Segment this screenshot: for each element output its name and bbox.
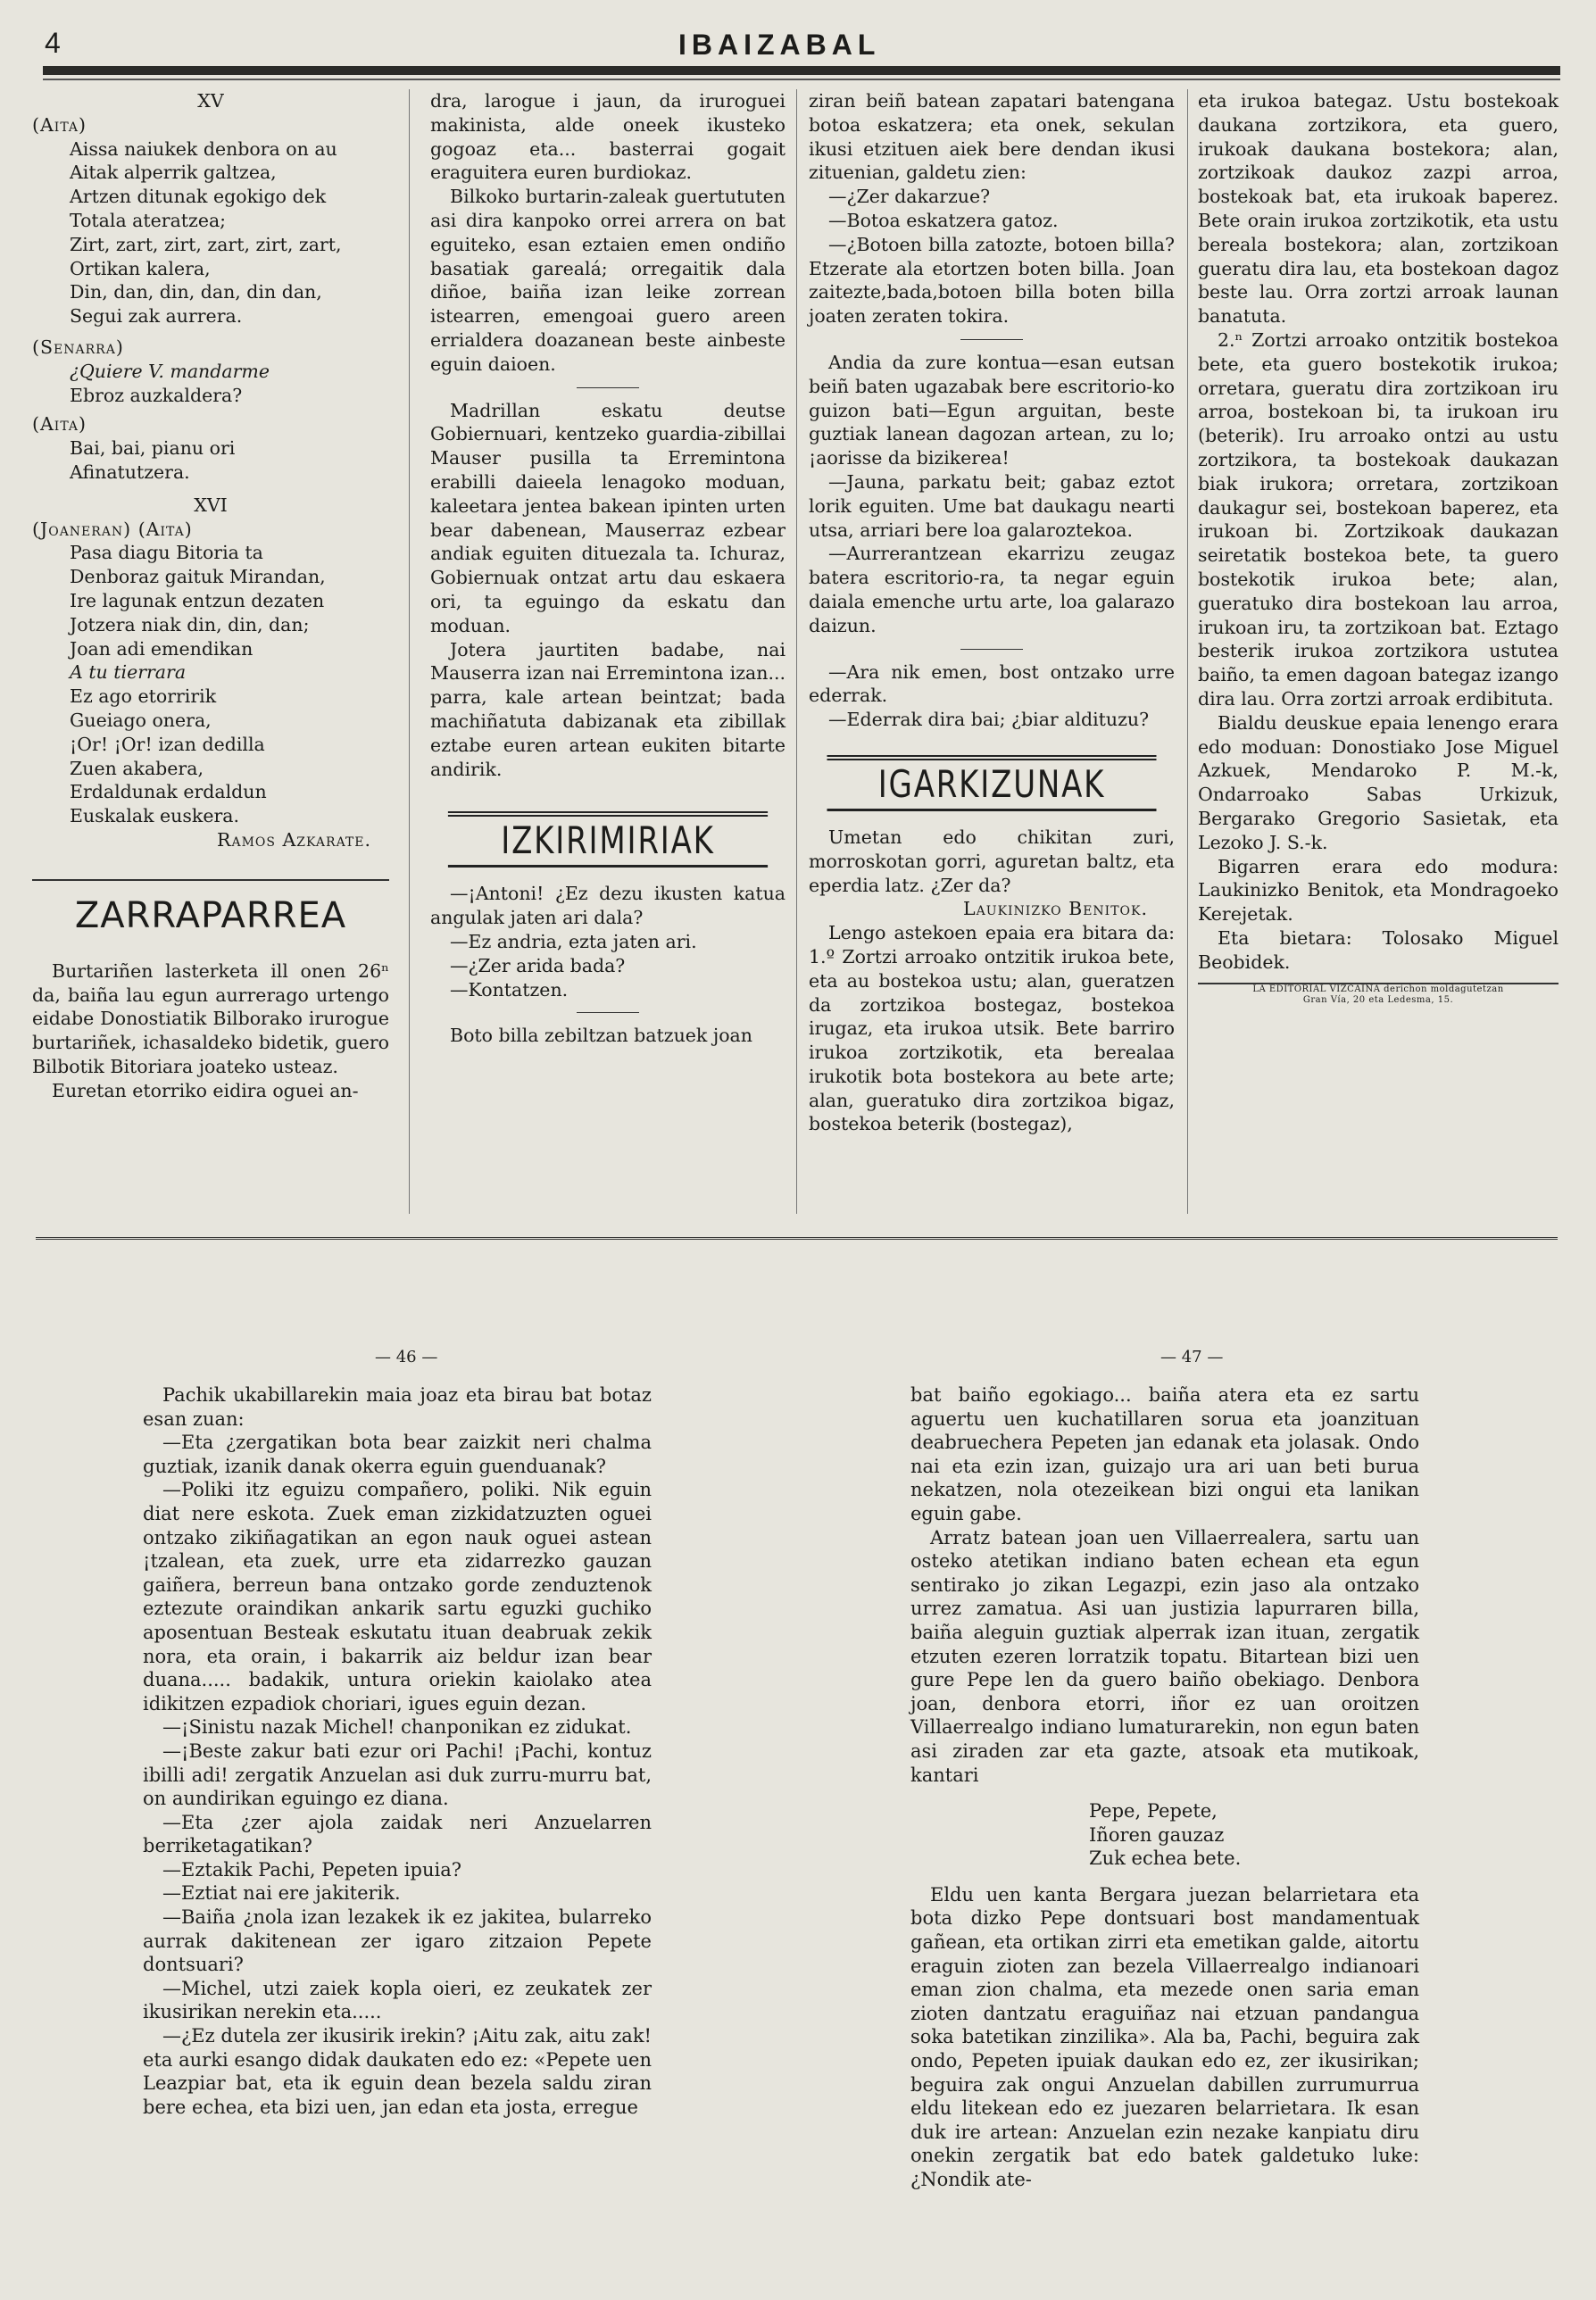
article-paragraph: Eta bietara: Tolosako Miguel Beobidek. bbox=[1198, 926, 1559, 973]
story-paragraph: —Poliki itz eguizu compañero, poliki. Nik eguin diat nere eskota. Zuek eman zizkidatzuzten oguei ontzako zikiñagatikan an egon nauk oguei astean ¡tzalean, eta zuek, urre eta zidarrezko gauzan gaiñera, berreun bana ontzako gorde zenduztenok eztezute oraindikan ankarik sartu eguzki guchiko aposentuan Besteak eskutatu ituan deabruak zekik nora, eta orain, i bakarrik aiz beldur izan bear duana..... badakik, untura oriekin kaiolako atea idikitzen ezpadiok choriari, igues eguin dezan. bbox=[143, 1479, 652, 1715]
article-paragraph: —Aurrerantzean ekarrizu zeugaz batera escritorio-ra, ta negar eguin daiala emenche urtu arte, loa galarazo daizun. bbox=[809, 543, 1175, 636]
column-divider bbox=[796, 89, 797, 1214]
verse-line: ¿Quiere V. mandarme bbox=[70, 360, 270, 382]
section-title-igarkizunak: IGARKIZUNAK bbox=[827, 755, 1157, 811]
story-paragraph: bat baiño egokiago... baiña atera eta ez sartu aguertu uen kuchatillaren sorua eta joanzituan deabruechera Pepeten jan edanak eta jolasak. Ondo nai eta ezin izan, guizajo ura ari uan beti burua nekatzen, nola otezeikean bizi ongui eta lanikan eguin gabe. bbox=[910, 1384, 1419, 1524]
article-paragraph: eta irukoa bategaz. Ustu bostekoak daukana zortzikora, eta guero, irukoak daukana bostekora; alan, zortzikoak daukoz zazpi arroa, bostekoak bat, eta irukoak baperez. Bete orain irukoa zortzikotik, eta ustu bereala bostekora; alan, zortzikoan gueratu dira lau, eta bostekoan dagoz beste lau. Orra zortzi arroak launan banatuta. bbox=[1198, 90, 1559, 328]
column-3 bbox=[809, 89, 1175, 1136]
verse-line: Euskalak euskera. bbox=[70, 805, 239, 827]
column-1 bbox=[32, 89, 389, 1102]
verse-line: Ez ago etorririk bbox=[70, 685, 217, 708]
story-paragraph: —¡Beste zakur bati ezur ori Pachi! ¡Pachi, kontuz ibilli adi! zergatik Anzuelan asi duk zurru-murru bat, on aundirikan eguingo ez diana. bbox=[143, 1740, 652, 1810]
column-2 bbox=[430, 89, 786, 1048]
verse-line: Din, dan, din, dan, din dan, bbox=[70, 281, 322, 303]
verse-line: Segui zak aurrera. bbox=[70, 305, 243, 328]
page-number: 4 bbox=[45, 27, 61, 59]
verse-line: Ortikan kalera, bbox=[70, 257, 211, 279]
article-paragraph: Madrillan eskatu deutse Gobiernuari, kentzeko guardia-zibillai Mauser pusilla ta Erremintona erabilli daieela lenagoko moduan, kaleetara jentea bakean ipinten urten bear dabenean, Mauserraz ezbear andiak eguiten dituezala ta. Ichuraz, Gobiernuak ontzat artu dau eskaera ori, ta eguingo da eskatu dan moduan. bbox=[430, 399, 786, 636]
story-paragraph: Pachik ukabillarekin maia joaz eta birau bat botaz esan zuan: bbox=[143, 1384, 652, 1430]
supplement-right-column bbox=[910, 1383, 1419, 2192]
dialog-line: —Botoa eskatzera gatoz. bbox=[828, 209, 1059, 231]
story-paragraph: —Baiña ¿nola izan lezakek ik ez jakitea, bularreko aurrak dakitenean zer igaro zitzaion Pepete dontsuari? bbox=[143, 1906, 652, 1976]
verse-block bbox=[32, 436, 389, 485]
short-divider bbox=[960, 339, 1023, 340]
song-verse bbox=[910, 1799, 1419, 1871]
verse-line: Jotzera niak din, din, dan; bbox=[70, 613, 310, 635]
dialog-line: —¿Botoen billa zatozte, botoen billa? Etzerate ala etortzen boten billa. Joan zaitezte,bada,botoen billa boten billa joaten zeraten tokira. bbox=[809, 233, 1175, 328]
verse-line: Ebroz auzkaldera? bbox=[70, 384, 243, 406]
verse-line: Totala ateratzea; bbox=[70, 209, 227, 231]
poem-section-number: XV bbox=[197, 90, 224, 112]
page-fold-divider bbox=[36, 1237, 1558, 1243]
supplement-left-column bbox=[143, 1383, 652, 2119]
verse-line: Ire lagunak entzun dezaten bbox=[70, 589, 325, 611]
dialog-line: —¿Zer arida bada? bbox=[450, 954, 626, 976]
supplement-page-number: — 46 — bbox=[375, 1348, 438, 1366]
verse-line: Bai, bai, pianu ori bbox=[70, 437, 236, 460]
verse-line: Joan adi emendikan bbox=[70, 637, 254, 660]
article-paragraph: —Jauna, parkatu beit; gabaz eztot lorik eguiten. Ume bat daukagu nearti utsa, arriari bere loa galaroztekoa. bbox=[809, 470, 1175, 541]
article-paragraph: Bigarren erara edo modura: Laukinizko Benitok, eta Mondragoeko Kerejetak. bbox=[1198, 855, 1559, 926]
dialog-line: —Ara nik emen, bost ontzako urre ederrak. bbox=[809, 660, 1175, 707]
article-paragraph: Euretan etorriko eidira oguei an- bbox=[52, 1079, 359, 1101]
speaker-label: (Joaneran) (Aita) bbox=[32, 518, 193, 540]
story-paragraph: —Michel, utzi zaiek kopla oieri, ez zeukatek zer ikusirikan nerekin eta..... bbox=[143, 1977, 652, 2023]
dialog-line: —Ez andria, ezta jaten ari. bbox=[450, 930, 697, 952]
article-paragraph: Lengo astekoen epaia era bitara da: 1.º Zortzi arroako ontzitik irukoa bete, eta au bostekoa ustu; alan, gueratzen da zortzikoa bostegaz, bostekoa irugaz, eta irukoa utsik. Bete barriro irukoa zortzikotik, eta berealaa irukotik bota bostekora au bete arte; alan, gueratuko dira zortzikoa bigaz, bostekoa beterik (bostegaz), bbox=[809, 922, 1175, 1135]
dialog-block bbox=[430, 882, 786, 1001]
story-paragraph: Eldu uen kanta Bergara juezan belarrietara eta bota dizko Pepe dontsuari bost mandamentuak gañean, eta ortikan zirri eta emetikan galde, aitortu eraguin zioten zan bezela Villaerrealgo indianoari eman zion chalma, eta mezede onen saria eman zioten dantzatu eraguiñaz nai etzuan pandangua soka batetikan zinzilika». Ala ba, Pachi, beguira zak ondo, Pepeten ipuiak daukan edo ez, zer ikusirikan; beguira zak ongui Anzuelan dabillen zurrumurrua eldu litekean edo ez juezaren belarrietara. Ik esan duk ire artean: Anzuelan ezin nezake kanpiatu diru onekin zergatik bat edo batek galdetuko luke: ¿Nondik ate- bbox=[910, 1883, 1419, 2190]
verse-line: Erdaldunak erdaldun bbox=[70, 781, 267, 803]
verse-line: Afinatutzera. bbox=[70, 461, 190, 483]
speaker-label: (Aita) bbox=[32, 113, 87, 136]
dialog-line: —¡Antoni! ¿Ez dezu ikusten katua angulak jaten ari dala? bbox=[430, 883, 786, 929]
article-paragraph: 2.ⁿ Zortzi arroako ontzitik bostekoa bete, eta guero bostekotik irukoa; orretara, gueratu dira zortzikoan iru arroa, bostekoan bi, ta irukoan iru (beterik). Iru arroako ontzi au ustu zortzikora, ta bostekoak daukazan biak irukora; orretara, zortzikoan daukagur sei, bostekoan baperez, eta irukoan bi. Zortzikoak daukazan seiretatik bostekoa bete, ta guero bostekotik irukoa bete; alan, gueratuko dira bostekoan lau arroa, irukoan iru, ta zortzikoan bat. Eztago besterik irukoa zortzikora ustutea baiño, ta emen dagoan bategaz izango dira lau. Orra zortzi arroak erdibituta. bbox=[1198, 328, 1559, 710]
newspaper-title: IBAIZABAL bbox=[678, 29, 881, 61]
song-line: Iñoren gauzaz bbox=[1089, 1823, 1225, 1846]
article-paragraph: Burtariñen lasterketa ill onen 26ⁿ da, baiña lau egun aurrerago urtengo eidabe Donostiatik Bilborako irurogue burtariñek, ichasaldeko bidetik, guero Bilbotik Bitoriara joateko usteaz. bbox=[32, 959, 389, 1077]
verse-line: Gueiago onera, bbox=[70, 709, 212, 731]
header-rule bbox=[43, 66, 1560, 75]
short-divider bbox=[577, 387, 639, 388]
story-paragraph: Arratz batean joan uen Villaerrealera, sartu uan osteko atetikan indiano baten echean eta egun sentirako jo zikan Legazpi, ezin jaso ala ontzako urrez zamatua. Asi uan justizia lapurraren billa, baiña aleguin guztiak alperrak izan ituan, zergatik etzuten ezeren lorratzik topatu. Bitartean bizi uen gure Pepe len da guero baiño obekiago. Denbora joan, denbora etorri, iñor ez uan oroitzen Villaerrealgo indiano lumaturarekin, non egun baten asi ziraden zar eta gazte, atsoak eta mutikoak, kantari bbox=[910, 1526, 1419, 1786]
verse-line: A tu tierrara bbox=[70, 661, 187, 684]
article-paragraph: Boto billa zebiltzan batzuek joan bbox=[450, 1025, 752, 1047]
story-paragraph: —Eta ¿zer ajola zaidak neri Anzuelarren berriketagatikan? bbox=[143, 1811, 652, 1857]
article-paragraph: Bilkoko burtarin-zaleak guertututen asi dira kanpoko orrei arrera on bat eguiteko, esan eztaien emen ondiño basatiak garealá; orregaitik dala diñoe, baiña izan leike zorrean istearren, emengoai guero areen errialdera doazanean beste ainbeste eguin daioen. bbox=[430, 186, 786, 375]
article-paragraph: dra, larogue i jaun, da iruroguei makinista, alde oneek ikusteko gogoaz eta... basterrai gogait eraguitera euren burdiokaz. bbox=[430, 90, 786, 184]
verse-line: Zuen akabera, bbox=[70, 757, 204, 779]
verse-line: Aissa naiukek denbora on au bbox=[70, 137, 337, 160]
verse-block bbox=[32, 541, 389, 828]
song-line: Zuk echea bete. bbox=[1089, 1847, 1242, 1870]
story-paragraph: —¿Ez dutela zer ikusirik irekin? ¡Aitu zak, aitu zak! eta aurki esango didak daukaten edo ez: «Pepete uen Leazpiar bat, eta ik eguin dean bezela saldu ziran bere echea, eta bizi uen, jan edan eta josta, erregue bbox=[143, 2025, 652, 2118]
verse-block bbox=[32, 360, 389, 408]
dialog-line: —Kontatzen. bbox=[450, 978, 569, 1001]
speaker-label: (Aita) bbox=[32, 413, 87, 436]
supplement-page-number: — 47 — bbox=[1160, 1348, 1224, 1366]
article-paragraph: Bialdu deuskue epaia lenengo erara edo moduan: Donostiako Jose Miguel Azkuek, Mendaroko P. M.-k, Ondarroako Sabas Urkizuk, Bergarako Gregorio Sasietak, eta Lezoko J. S.-k. bbox=[1198, 711, 1559, 853]
riddle-text: Umetan edo chikitan zuri, morroskotan gorri, aguretan baltz, eta eperdia latz. ¿Zer da? bbox=[809, 826, 1175, 896]
verse-block bbox=[32, 137, 389, 328]
printer-address: Gran Vía, 20 eta Ledesma, 15. bbox=[1302, 995, 1454, 1006]
verse-line: Pasa diagu Bitoria ta bbox=[70, 542, 263, 564]
verse-line: ¡Or! ¡Or! izan dedilla bbox=[70, 733, 265, 755]
author-signature: Ramos Azkarate. bbox=[217, 828, 371, 851]
short-divider bbox=[960, 649, 1023, 650]
story-paragraph: —Eta ¿zergatikan bota bear zaizkit neri chalma guztiak, izanik danak okerra eguin guenduanak? bbox=[143, 1432, 652, 1477]
verse-line: Zirt, zart, zirt, zart, zirt, zart, bbox=[70, 233, 342, 255]
dialog-line: —¿Zer dakarzue? bbox=[828, 186, 991, 208]
column-divider bbox=[1187, 89, 1188, 1214]
section-title-izkirimiriak: IZKIRIMIRIAK bbox=[448, 811, 768, 868]
section-title-zarraparrea: ZARRAPARREA bbox=[74, 894, 347, 936]
story-paragraph: —Eztiat nai ere jakiterik. bbox=[162, 1882, 401, 1905]
short-divider bbox=[577, 1012, 639, 1013]
column-4 bbox=[1198, 89, 1559, 1006]
poem-section-number: XVI bbox=[194, 494, 228, 516]
article-paragraph: Jotera jaurtiten badabe, nai Mauserra izan nai Erremintona izan... parra, kale artean beintzat; bada machiñatuta dabizanak eta zibillak eztabe euren artean eukiten bitarte andirik. bbox=[430, 638, 786, 780]
column-divider bbox=[409, 89, 410, 1214]
verse-line: Denboraz gaituk Mirandan, bbox=[70, 566, 326, 588]
section-divider bbox=[32, 879, 389, 881]
header-rule-thin bbox=[43, 79, 1560, 80]
verse-line: Artzen ditunak egokigo dek bbox=[70, 186, 327, 208]
story-paragraph: —Eztakik Pachi, Pepeten ipuia? bbox=[162, 1858, 461, 1881]
article-paragraph: ziran beiñ batean zapatari batengana botoa eskatzera; eta onek, sekulan ikusi etzituen aiek bere dendan ikusi zituenian, galdetu zien: bbox=[809, 90, 1175, 184]
dialog-line: —Ederrak dira bai; ¿biar aldituzu? bbox=[828, 709, 1150, 731]
speaker-label: (Senarra) bbox=[32, 336, 124, 358]
verse-line: Aitak alperrik galtzea, bbox=[70, 162, 277, 184]
riddle-author: Laukinizko Benitok. bbox=[963, 898, 1148, 920]
printer-imprint: LA EDITORIAL VIZCAINA derichon moldagutetzan bbox=[1252, 984, 1504, 995]
story-paragraph: —¡Sinistu nazak Michel! chanponikan ez zidukat. bbox=[162, 1716, 632, 1739]
article-paragraph: Andia da zure kontua—esan eutsan beiñ baten ugazabak bere escritorio-ko guizon bati—Egun arguitan, beste guztiak lanean dagozan artean, zu lo; ¡aorisse da bizikerea! bbox=[809, 351, 1175, 469]
song-line: Pepe, Pepete, bbox=[1089, 1800, 1218, 1823]
